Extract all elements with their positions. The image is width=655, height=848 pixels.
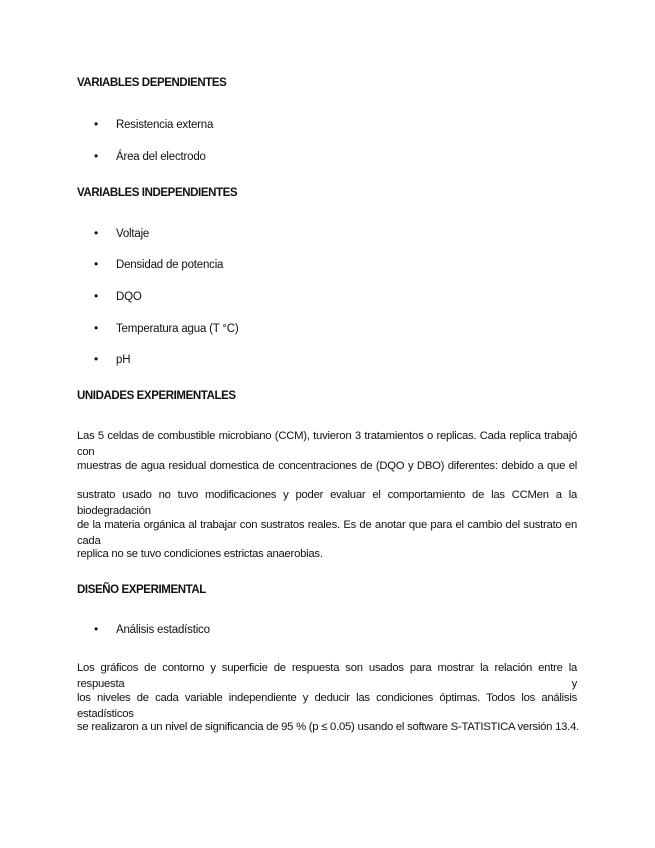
list-item: • DQO bbox=[94, 289, 142, 303]
list-item: • Temperatura agua (T °C) bbox=[94, 321, 239, 335]
paragraph-line: replica no se tuvo condiciones estrictas anaerobias. bbox=[77, 548, 323, 560]
bullet-icon: • bbox=[94, 117, 99, 131]
bullet-icon: • bbox=[94, 352, 99, 366]
paragraph-line: se realizaron a un nivel de significancia de 95 % (p ≤ 0.05) usando el software S-TATISTICA versión 13.4. bbox=[77, 721, 579, 733]
paragraph-line: sustrato usado no tuvo modificaciones y poder evaluar el comportamiento de las CCMen a la biodegradación bbox=[77, 489, 577, 517]
heading-variables-independientes: VARIABLES INDEPENDIENTES bbox=[77, 187, 238, 199]
heading-unidades-experimentales: UNIDADES EXPERIMENTALES bbox=[77, 390, 236, 402]
heading-diseno-experimental: DISEÑO EXPERIMENTAL bbox=[77, 584, 206, 596]
list-item: • pH bbox=[94, 352, 131, 366]
bullet-icon: • bbox=[94, 257, 99, 271]
paragraph-line: los niveles de cada variable independiente y deducir las condiciones óptimas. Todos los análisis estadísticos bbox=[77, 691, 577, 719]
bullet-icon: • bbox=[94, 289, 99, 303]
paragraph-line: Las 5 celdas de combustible microbiano (CCM), tuvieron 3 tratamientos o replicas. Cada replica trabajó con bbox=[77, 430, 577, 458]
list-item: • Resistencia externa bbox=[94, 117, 214, 131]
heading-variables-dependientes: VARIABLES DEPENDIENTES bbox=[77, 77, 227, 89]
paragraph-diseno bbox=[77, 660, 577, 749]
paragraph-line: muestras de agua residual domestica de concentraciones de (DQO y DBO) diferentes: debido a que el bbox=[77, 459, 577, 472]
list-item: • Densidad de potencia bbox=[94, 257, 224, 271]
paragraph-line: Los gráficos de contorno y superficie de respuesta son usados para mostrar la relación entre la respuesta y bbox=[77, 662, 577, 690]
bullet-icon: • bbox=[94, 622, 99, 636]
paragraph-unidades bbox=[77, 428, 577, 576]
list-item: • Análisis estadístico bbox=[94, 622, 210, 636]
list-item: • Voltaje bbox=[94, 226, 150, 240]
bullet-icon: • bbox=[94, 226, 99, 240]
bullet-icon: • bbox=[94, 149, 99, 163]
bullet-icon: • bbox=[94, 321, 99, 335]
list-item: • Área del electrodo bbox=[94, 149, 206, 163]
paragraph-line: de la materia orgánica al trabajar con sustratos reales. Es de anotar que para el cambio del sustrato en cada bbox=[77, 518, 577, 546]
